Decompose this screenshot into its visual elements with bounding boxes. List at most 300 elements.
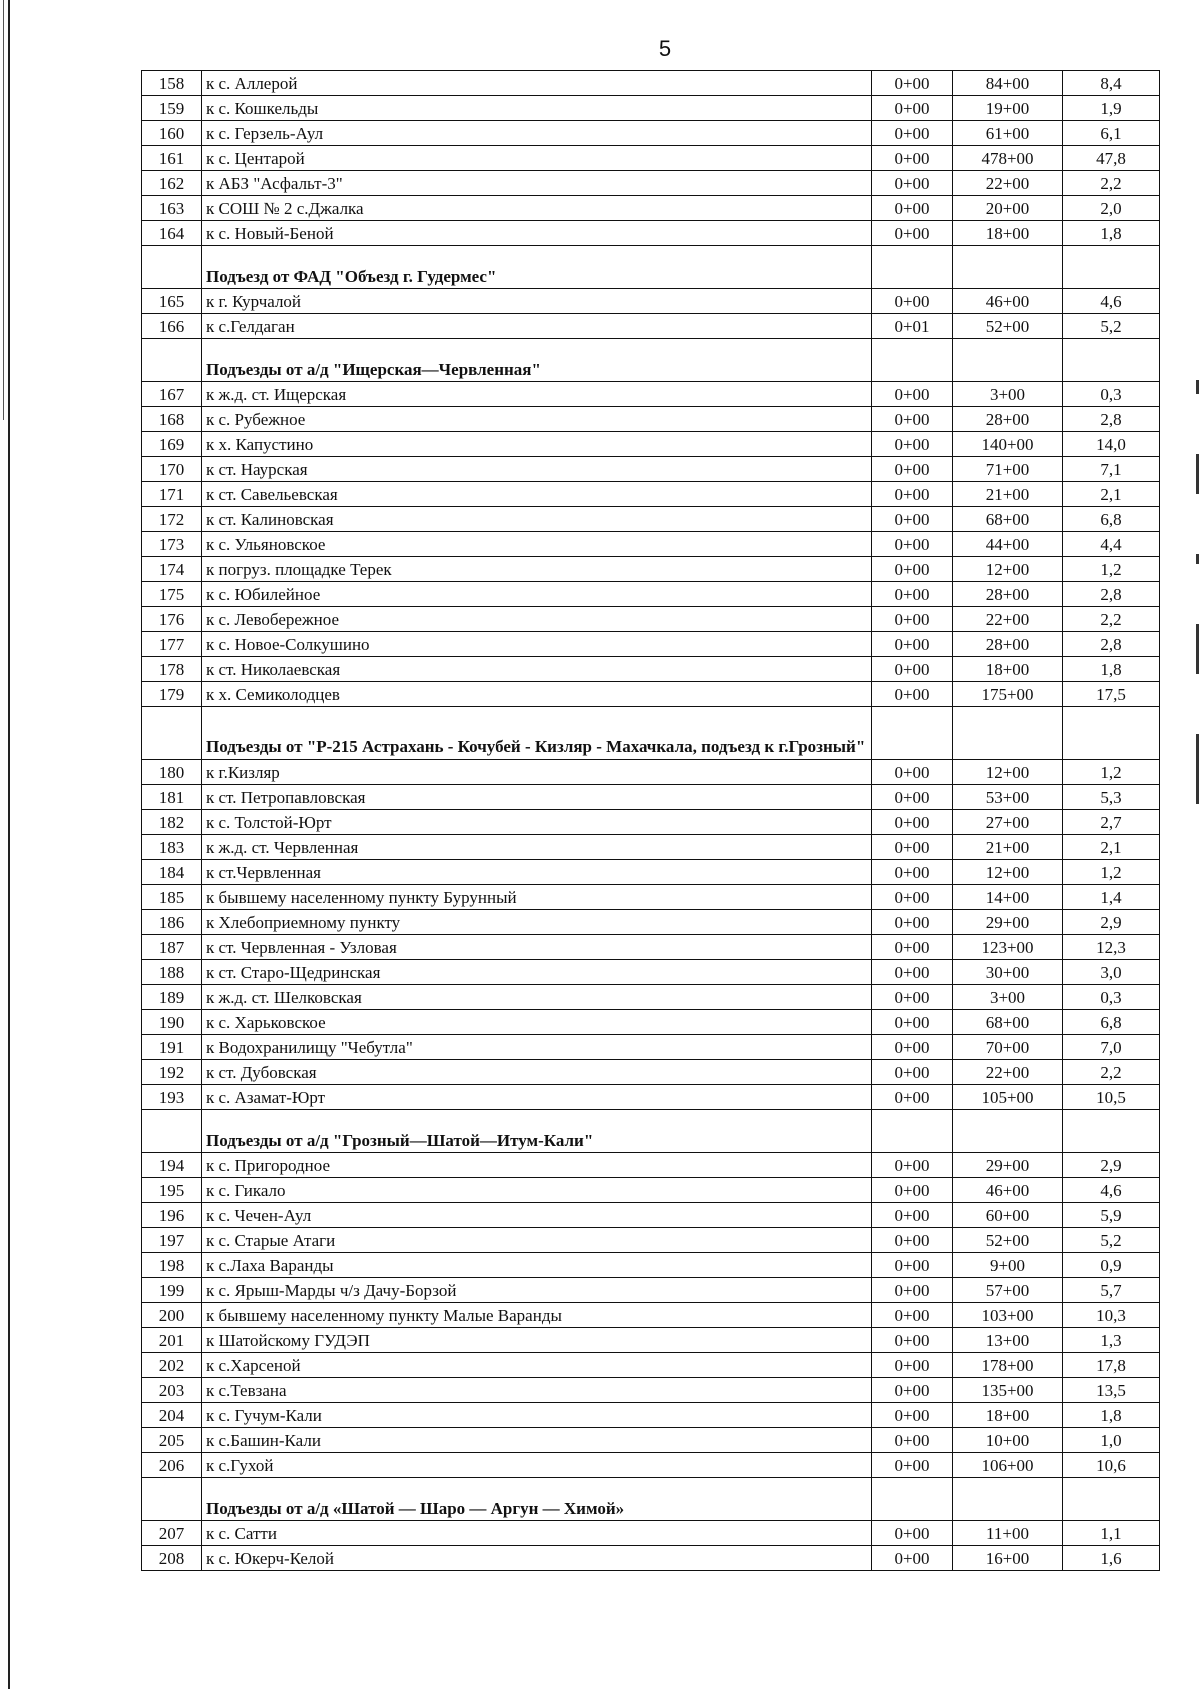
start-km: 0+00: [872, 835, 953, 860]
table-row: [142, 632, 1160, 657]
start-km: 0+00: [872, 885, 953, 910]
row-number: 175: [142, 582, 202, 607]
end-km: 53+00: [953, 785, 1063, 810]
row-number: 201: [142, 1328, 202, 1353]
length-km: 5,7: [1063, 1278, 1160, 1303]
start-km: 0+00: [872, 532, 953, 557]
table-row: [142, 1203, 1160, 1228]
table-row: [142, 1378, 1160, 1403]
end-km: 44+00: [953, 532, 1063, 557]
road-name: к с. Ульяновское: [202, 532, 872, 557]
end-km: 478+00: [953, 146, 1063, 171]
section-empty-cell: [872, 1110, 953, 1153]
table-row: [142, 835, 1160, 860]
section-empty-cell: [1063, 707, 1160, 760]
section-header-row: [142, 246, 1160, 289]
row-number: 188: [142, 960, 202, 985]
row-number: 183: [142, 835, 202, 860]
length-km: 17,8: [1063, 1353, 1160, 1378]
row-number: 194: [142, 1153, 202, 1178]
table-row: [142, 885, 1160, 910]
road-name: к г.Кизляр: [202, 760, 872, 785]
length-km: 2,8: [1063, 582, 1160, 607]
scan-margin-marks: [1196, 380, 1200, 864]
table-row: [142, 96, 1160, 121]
row-number: 192: [142, 1060, 202, 1085]
row-number: 158: [142, 71, 202, 96]
row-number: 163: [142, 196, 202, 221]
section-title: Подъезды от "Р-215 Астрахань - Кочубей - Кизляр - Махачкала, подъезд к г.Грозный": [202, 707, 872, 760]
start-km: 0+00: [872, 1453, 953, 1478]
end-km: 30+00: [953, 960, 1063, 985]
start-km: 0+00: [872, 1010, 953, 1035]
row-number: 202: [142, 1353, 202, 1378]
table-row: [142, 1428, 1160, 1453]
length-km: 12,3: [1063, 935, 1160, 960]
road-name: к Хлебоприемному пункту: [202, 910, 872, 935]
start-km: 0+00: [872, 1035, 953, 1060]
table-row: [142, 382, 1160, 407]
row-number: 197: [142, 1228, 202, 1253]
start-km: 0+00: [872, 785, 953, 810]
end-km: 28+00: [953, 407, 1063, 432]
start-km: 0+00: [872, 457, 953, 482]
end-km: 20+00: [953, 196, 1063, 221]
start-km: 0+01: [872, 314, 953, 339]
table-row: [142, 607, 1160, 632]
length-km: 1,8: [1063, 221, 1160, 246]
end-km: 12+00: [953, 557, 1063, 582]
end-km: 12+00: [953, 860, 1063, 885]
row-number: 173: [142, 532, 202, 557]
end-km: 61+00: [953, 121, 1063, 146]
start-km: 0+00: [872, 1178, 953, 1203]
section-header-row: [142, 1478, 1160, 1521]
table-row: [142, 910, 1160, 935]
road-name: к с. Старые Атаги: [202, 1228, 872, 1253]
table-row: [142, 1278, 1160, 1303]
table-row: [142, 1253, 1160, 1278]
row-number: 160: [142, 121, 202, 146]
start-km: 0+00: [872, 632, 953, 657]
section-empty-cell: [1063, 246, 1160, 289]
row-number: 159: [142, 96, 202, 121]
road-name: к АБЗ "Асфальт-3": [202, 171, 872, 196]
length-km: 2,0: [1063, 196, 1160, 221]
end-km: 3+00: [953, 985, 1063, 1010]
length-km: 6,8: [1063, 1010, 1160, 1035]
table-row: [142, 985, 1160, 1010]
table-row: [142, 71, 1160, 96]
road-name: к с. Пригородное: [202, 1153, 872, 1178]
table-row: [142, 221, 1160, 246]
row-number: 191: [142, 1035, 202, 1060]
table-row: [142, 1035, 1160, 1060]
start-km: 0+00: [872, 1546, 953, 1571]
end-km: 21+00: [953, 482, 1063, 507]
road-name: к с. Новый-Беной: [202, 221, 872, 246]
road-name: к с.Гухой: [202, 1453, 872, 1478]
road-name: к ст. Калиновская: [202, 507, 872, 532]
section-title: Подъезд от ФАД "Объезд г. Гудермес": [202, 246, 872, 289]
road-name: к ст. Савельевская: [202, 482, 872, 507]
length-km: 1,1: [1063, 1521, 1160, 1546]
length-km: 1,3: [1063, 1328, 1160, 1353]
start-km: 0+00: [872, 1203, 953, 1228]
start-km: 0+00: [872, 1085, 953, 1110]
end-km: 46+00: [953, 1178, 1063, 1203]
end-km: 52+00: [953, 1228, 1063, 1253]
length-km: 2,2: [1063, 1060, 1160, 1085]
length-km: 4,6: [1063, 289, 1160, 314]
length-km: 0,9: [1063, 1253, 1160, 1278]
section-empty-cell: [953, 246, 1063, 289]
road-name: к с.Гелдаган: [202, 314, 872, 339]
start-km: 0+00: [872, 221, 953, 246]
row-number: 193: [142, 1085, 202, 1110]
section-title: Подъезды от а/д "Грозный—Шатой—Итум-Кали": [202, 1110, 872, 1153]
end-km: 175+00: [953, 682, 1063, 707]
road-name: к с. Новое-Солкушино: [202, 632, 872, 657]
row-number: 203: [142, 1378, 202, 1403]
start-km: 0+00: [872, 1328, 953, 1353]
table-row: [142, 1085, 1160, 1110]
section-empty-cell: [953, 707, 1063, 760]
table-row: [142, 1328, 1160, 1353]
road-name: к ж.д. ст. Ищерская: [202, 382, 872, 407]
length-km: 1,9: [1063, 96, 1160, 121]
end-km: 3+00: [953, 382, 1063, 407]
table-row: [142, 1521, 1160, 1546]
start-km: 0+00: [872, 682, 953, 707]
table-row: [142, 1178, 1160, 1203]
end-km: 22+00: [953, 1060, 1063, 1085]
start-km: 0+00: [872, 1153, 953, 1178]
section-empty-cell: [953, 1478, 1063, 1521]
road-name: к с. Харьковское: [202, 1010, 872, 1035]
end-km: 22+00: [953, 171, 1063, 196]
row-number: 178: [142, 657, 202, 682]
start-km: 0+00: [872, 1378, 953, 1403]
end-km: 19+00: [953, 96, 1063, 121]
length-km: 5,2: [1063, 1228, 1160, 1253]
road-name: к х. Семиколодцев: [202, 682, 872, 707]
road-name: к с. Рубежное: [202, 407, 872, 432]
table-row: [142, 557, 1160, 582]
length-km: 10,3: [1063, 1303, 1160, 1328]
row-number: 200: [142, 1303, 202, 1328]
length-km: 1,2: [1063, 860, 1160, 885]
start-km: 0+00: [872, 1303, 953, 1328]
road-name: к с. Ярыш-Марды ч/з Дачу-Борзой: [202, 1278, 872, 1303]
length-km: 1,2: [1063, 557, 1160, 582]
row-number: 208: [142, 1546, 202, 1571]
length-km: 8,4: [1063, 71, 1160, 96]
road-name: к г. Курчалой: [202, 289, 872, 314]
length-km: 1,8: [1063, 1403, 1160, 1428]
row-number: 207: [142, 1521, 202, 1546]
road-name: к с.Харсеной: [202, 1353, 872, 1378]
start-km: 0+00: [872, 607, 953, 632]
section-num-cell: [142, 707, 202, 760]
end-km: 29+00: [953, 1153, 1063, 1178]
end-km: 22+00: [953, 607, 1063, 632]
table-row: [142, 171, 1160, 196]
start-km: 0+00: [872, 171, 953, 196]
road-name: к Водохранилищу "Чебутла": [202, 1035, 872, 1060]
end-km: 28+00: [953, 632, 1063, 657]
road-name: к с. Сатти: [202, 1521, 872, 1546]
length-km: 0,3: [1063, 985, 1160, 1010]
start-km: 0+00: [872, 1428, 953, 1453]
start-km: 0+00: [872, 810, 953, 835]
row-number: 198: [142, 1253, 202, 1278]
start-km: 0+00: [872, 760, 953, 785]
end-km: 178+00: [953, 1353, 1063, 1378]
road-name: к с. Юкерч-Келой: [202, 1546, 872, 1571]
table-row: [142, 1453, 1160, 1478]
start-km: 0+00: [872, 1253, 953, 1278]
road-name: к с. Юбилейное: [202, 582, 872, 607]
end-km: 68+00: [953, 507, 1063, 532]
end-km: 14+00: [953, 885, 1063, 910]
start-km: 0+00: [872, 71, 953, 96]
table-row: [142, 407, 1160, 432]
end-km: 10+00: [953, 1428, 1063, 1453]
end-km: 68+00: [953, 1010, 1063, 1035]
table-row: [142, 121, 1160, 146]
length-km: 14,0: [1063, 432, 1160, 457]
end-km: 52+00: [953, 314, 1063, 339]
end-km: 18+00: [953, 657, 1063, 682]
table-row: [142, 785, 1160, 810]
length-km: 17,5: [1063, 682, 1160, 707]
road-name: к с. Гучум-Кали: [202, 1403, 872, 1428]
end-km: 16+00: [953, 1546, 1063, 1571]
row-number: 162: [142, 171, 202, 196]
section-num-cell: [142, 246, 202, 289]
start-km: 0+00: [872, 146, 953, 171]
length-km: 2,7: [1063, 810, 1160, 835]
length-km: 7,1: [1063, 457, 1160, 482]
length-km: 2,9: [1063, 1153, 1160, 1178]
end-km: 135+00: [953, 1378, 1063, 1403]
start-km: 0+00: [872, 1060, 953, 1085]
length-km: 7,0: [1063, 1035, 1160, 1060]
row-number: 199: [142, 1278, 202, 1303]
road-name: к х. Капустино: [202, 432, 872, 457]
row-number: 168: [142, 407, 202, 432]
row-number: 174: [142, 557, 202, 582]
table-row: [142, 532, 1160, 557]
road-name: к с. Центарой: [202, 146, 872, 171]
table-row: [142, 657, 1160, 682]
length-km: 3,0: [1063, 960, 1160, 985]
table-row: [142, 314, 1160, 339]
end-km: 13+00: [953, 1328, 1063, 1353]
road-name: к ст. Петропавловская: [202, 785, 872, 810]
start-km: 0+00: [872, 121, 953, 146]
page-edge-line: [8, 0, 10, 1689]
section-title: Подъезды от а/д "Ищерская—Червленная": [202, 339, 872, 382]
end-km: 105+00: [953, 1085, 1063, 1110]
end-km: 46+00: [953, 289, 1063, 314]
end-km: 60+00: [953, 1203, 1063, 1228]
end-km: 106+00: [953, 1453, 1063, 1478]
length-km: 5,9: [1063, 1203, 1160, 1228]
length-km: 1,0: [1063, 1428, 1160, 1453]
row-number: 196: [142, 1203, 202, 1228]
row-number: 185: [142, 885, 202, 910]
start-km: 0+00: [872, 557, 953, 582]
table-row: [142, 682, 1160, 707]
page-number: 5: [658, 36, 672, 61]
length-km: 1,2: [1063, 760, 1160, 785]
section-header-row: [142, 1110, 1160, 1153]
row-number: 189: [142, 985, 202, 1010]
end-km: 18+00: [953, 221, 1063, 246]
table-row: [142, 457, 1160, 482]
end-km: 71+00: [953, 457, 1063, 482]
start-km: 0+00: [872, 960, 953, 985]
section-empty-cell: [953, 1110, 1063, 1153]
row-number: 204: [142, 1403, 202, 1428]
row-number: 161: [142, 146, 202, 171]
end-km: 18+00: [953, 1403, 1063, 1428]
section-header-row: [142, 707, 1160, 760]
row-number: 170: [142, 457, 202, 482]
length-km: 2,2: [1063, 607, 1160, 632]
start-km: 0+00: [872, 582, 953, 607]
end-km: 103+00: [953, 1303, 1063, 1328]
row-number: 167: [142, 382, 202, 407]
start-km: 0+00: [872, 1228, 953, 1253]
row-number: 164: [142, 221, 202, 246]
start-km: 0+00: [872, 1353, 953, 1378]
section-num-cell: [142, 339, 202, 382]
length-km: 6,8: [1063, 507, 1160, 532]
section-empty-cell: [1063, 1110, 1160, 1153]
start-km: 0+00: [872, 507, 953, 532]
end-km: 11+00: [953, 1521, 1063, 1546]
road-name: к бывшему населенному пункту Малые Варанды: [202, 1303, 872, 1328]
length-km: 2,1: [1063, 482, 1160, 507]
start-km: 0+00: [872, 1403, 953, 1428]
length-km: 5,2: [1063, 314, 1160, 339]
table-row: [142, 1303, 1160, 1328]
row-number: 205: [142, 1428, 202, 1453]
end-km: 9+00: [953, 1253, 1063, 1278]
table-row: [142, 810, 1160, 835]
section-empty-cell: [872, 1478, 953, 1521]
table-row: [142, 935, 1160, 960]
length-km: 5,3: [1063, 785, 1160, 810]
table-row: [142, 1153, 1160, 1178]
road-name: к с. Кошкельды: [202, 96, 872, 121]
road-name: к ст. Дубовская: [202, 1060, 872, 1085]
length-km: 1,8: [1063, 657, 1160, 682]
start-km: 0+00: [872, 910, 953, 935]
table-row: [142, 196, 1160, 221]
row-number: 187: [142, 935, 202, 960]
table-row: [142, 507, 1160, 532]
road-name: к с.Тевзана: [202, 1378, 872, 1403]
end-km: 27+00: [953, 810, 1063, 835]
section-num-cell: [142, 1110, 202, 1153]
road-name: к ж.д. ст. Шелковская: [202, 985, 872, 1010]
row-number: 190: [142, 1010, 202, 1035]
end-km: 140+00: [953, 432, 1063, 457]
table-row: [142, 960, 1160, 985]
road-name: к Шатойскому ГУДЭП: [202, 1328, 872, 1353]
road-name: к ж.д. ст. Червленная: [202, 835, 872, 860]
section-num-cell: [142, 1478, 202, 1521]
table-row: [142, 760, 1160, 785]
length-km: 1,4: [1063, 885, 1160, 910]
row-number: 169: [142, 432, 202, 457]
table-row: [142, 1060, 1160, 1085]
section-empty-cell: [953, 339, 1063, 382]
end-km: 70+00: [953, 1035, 1063, 1060]
row-number: 176: [142, 607, 202, 632]
row-number: 172: [142, 507, 202, 532]
row-number: 180: [142, 760, 202, 785]
length-km: 10,6: [1063, 1453, 1160, 1478]
road-name: к с. Гикало: [202, 1178, 872, 1203]
row-number: 171: [142, 482, 202, 507]
road-name: к бывшему населенному пункту Бурунный: [202, 885, 872, 910]
start-km: 0+00: [872, 985, 953, 1010]
start-km: 0+00: [872, 1278, 953, 1303]
length-km: 2,8: [1063, 632, 1160, 657]
end-km: 21+00: [953, 835, 1063, 860]
table-row: [142, 432, 1160, 457]
start-km: 0+00: [872, 407, 953, 432]
end-km: 12+00: [953, 760, 1063, 785]
end-km: 84+00: [953, 71, 1063, 96]
road-name: к с.Башин-Кали: [202, 1428, 872, 1453]
table-row: [142, 1010, 1160, 1035]
length-km: 2,9: [1063, 910, 1160, 935]
length-km: 4,6: [1063, 1178, 1160, 1203]
roads-table: [141, 70, 1160, 1571]
length-km: 47,8: [1063, 146, 1160, 171]
start-km: 0+00: [872, 96, 953, 121]
row-number: 179: [142, 682, 202, 707]
start-km: 0+00: [872, 935, 953, 960]
section-empty-cell: [1063, 1478, 1160, 1521]
road-name: к ст. Николаевская: [202, 657, 872, 682]
row-number: 166: [142, 314, 202, 339]
road-name: к погруз. площадке Терек: [202, 557, 872, 582]
table-row: [142, 146, 1160, 171]
row-number: 177: [142, 632, 202, 657]
road-name: к с.Лаха Варанды: [202, 1253, 872, 1278]
table-row: [142, 482, 1160, 507]
row-number: 182: [142, 810, 202, 835]
road-name: к с. Азамат-Юрт: [202, 1085, 872, 1110]
start-km: 0+00: [872, 432, 953, 457]
road-name: к с. Герзель-Аул: [202, 121, 872, 146]
road-name: к ст. Старо-Щедринская: [202, 960, 872, 985]
end-km: 29+00: [953, 910, 1063, 935]
length-km: 13,5: [1063, 1378, 1160, 1403]
section-header-row: [142, 339, 1160, 382]
table-row: [142, 860, 1160, 885]
start-km: 0+00: [872, 860, 953, 885]
row-number: 186: [142, 910, 202, 935]
table-row: [142, 1403, 1160, 1428]
